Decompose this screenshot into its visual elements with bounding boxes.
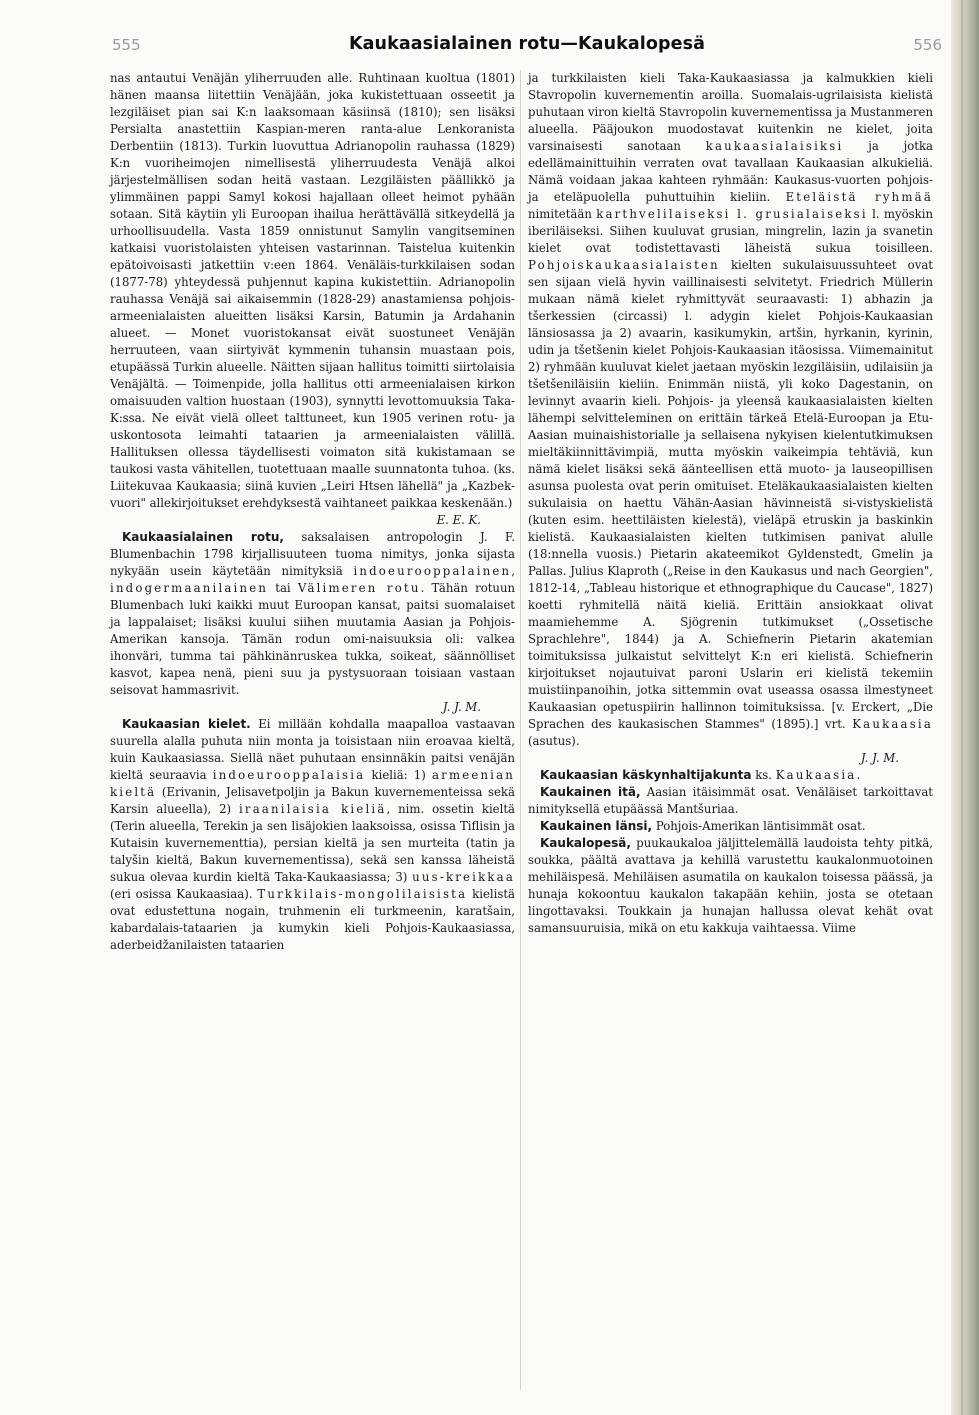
author-signature: J. J. M. [442,700,481,714]
page-edge-shadow [951,0,979,1415]
headword: Kaukainen länsi, [540,819,653,833]
article-kaukainen-lansi: Kaukainen länsi, Pohjois-Amerikan läntisimmät osat. [540,819,866,833]
article-continuation-history: nas antautui Venäjän yliherruuden alle. Ruhtinaan kuoltua (1801) hänen maansa liitettiin Venäjään, joka kukistettuaan osseetit ja lezgiläiset pian sai K:n laaksomaan käsiinsä (1810); sen lisäksi Persialta anastettiin Kaspian-meren ranta-alue Lenkoranista Derbentiin (1813). Turkin luovuttua Adrianopolin rauhassa (1829) K:n vuoriheimojen nimellisestä yliherruudesta Venäjä alkoi järjestelmällisen sodan heitä vastaan. Lezgiläisten päällikkö ja ylimmäinen pappi Samyl kokosi hajallaan olleet heimot pyhään sotaan. Sitä käytiin yli Euroopan ihailua herättävällä sitkeydellä ja urhoollisuudella. Vasta 1859 onnistunut Samylin vangitseminen katkaisi vuoristolaisten yhteisen vastarinnan. Taistelua kuitenkin epätoivoisasti jatkettiin v:een 1864. Venäläis-turkkilaisen sodan (1877-78) yhteydessä puhjennut kapina kukistettiin. Adrianopolin rauhassa Venäjä sai aikaisemmin (1828-29) anastamiensa pohjois-armeenialaisten alueitten lisäksi Karsin, Batumin ja Ardahanin alueet. — Monet vuoristokansat eivät suostuneet Venäjän herruuteen, vaan siirtyivät kymmenin tuhansin muastaan pois, etupäässä Turkin alueelle. Näitten sijaan hallitus toimitti siirtolaisia Venäjältä. — Toimenpide, jolla hallitus otti armeenialaisen kirkon omaisuuden valtion huostaan (1903), synnytti levottomuuksia Taka-K:ssa. Ne eivät vielä olleet talttuneet, kun 1905 verinen rotu- ja uskontosota leimahti tataarien ja armeenialaisten välillä. Hallituksen ollessa täydellisesti voimaton sitä kukistamaan se taukosi vasta vähitellen, tuotettuaan maalle suunnatonta tuhoa. (ks. Liitekuvaa Kaukaasia; siinä kuvien „Leiri Htsen lähellä" ja „Kazbek-vuori" allekirjoitukset erehdyksestä vaihtaneet paikkaa keskenään.) [110,71,515,510]
article-kielet-continuation: ja turkkilaisten kieli Taka-Kaukaasiassa ja kalmukkien kieli Stavropolin kuvernementin aroilla. Suomalais-ugrilaisista kielistä puhutaan viron kieltä Stavropolin kuvernementissa ja Mustanmeren alueella. Pääjoukon muodostavat kuitenkin ne kielet, joita varsinaisesti sanotaan kaukaasialaisiksi ja jotka edellämainittuihin verraten ovat tavallaan Kaukaasian alkukieliä. Nämä voidaan jakaa kahteen ryhmään: Kaukasus-vuorten pohjois- ja eteläpuolella puhuttuihin kieliin. Eteläistä ryhmää nimitetään karthvelilaiseksi l. grusialaiseksi l. myöskin iberiläiseksi. Siihen kuuluvat grusian, mingrelin, lazin ja svanetin kielet ovat todistettavasti läheistä sukua toisilleen. Pohjoiskaukaasialaisten kielten sukulaisuussuhteet ovat sen sijaan vielä hyvin vaillinaisesti selvitetyt. Friedrich Müllerin mukaan nämä kielet ryhmittyvät seuraavasti: 1) abhazin ja tšerkessien (circassi) l. adygin kielet Pohjois-Kaukaasian länsiosassa ja 2) avaarin, kasikumykin, artšin, hyrkanin, kyrinin, udin ja tšetšenin kielet Pohjois-Kaukaasian itäosissa. Viimemainitut 2) ryhmään kuuluvat kielet jaetaan myöskin lezgiläisiin, udilaisiin ja tšetšeniläisiin kieliin. Enimmän niistä, yli koko Dagestanin, on levinnyt avaarin kieli. Pohjois- ja yleensä kaukaasialaisten kielten lähempi selvitteleminen on erittäin tärkeä Etelä-Euroopan ja Etu-Aasian muinaishistorialle ja sellaisena nykyisen kielentutkimuksen mieltäkiinnittävimpiä, mutta myöskin vaikeimpia tehtäviä, kun nämä kielet lisäksi sekä äänteellisen että muoto- ja lauseopillisen asunsa puolesta ovat perin omituiset. Eteläkaukaasialaisten kielten sukulaisia on haettu Vähän-Aasian hävinneistä si-vistyskielistä (kuten esim. heettiläisten kielestä), vieläpä etruskin ja baskinkin kielistä. Kaukaasialaisten kielten tutkimisen panivat alulle (18:nnella vuosis.) Pietarin akateemikot Gyldenstedt, Gmelin ja Pallas. Julius Klaproth („Reise in den Kaukasus und nach Georgien", 1812-14, „Tableau historique et ethnographique du Caucase", 1827) koetti ryhmitellä näitä kieliä. Erittäin ansiokkaat olivat maamiehemme A. Sjögrenin tutkimukset („Ossetische Sprachlehre", 1844) ja A. Schiefnerin Pietarin akatemian toimituksissa julkaistut selvittelyt K:n eri kielistä. Schiefnerin kirjoitukset nojautuivat paroni Uslarin eri kielistä tekemiin muistiinpanoihin, jotka sittemmin ovat useassa osassa ilmestyneet Kaukaasian opetuspiirin hallinnon toimituksissa. [v. Erckert, „Die Sprachen des kaukasischen Stammes" (1895).] vrt. Kaukaasia (asutus). [528,71,933,748]
page-edge-seam [961,0,963,1415]
right-column [528,70,933,937]
article-kaukalopesa: Kaukalopesä, puukaukaloa jäljittelemällä laudoista tehty pitkä, soukka, päältä avattava ja kehillä varustettu kaukalonmuotoinen mehiläispesä. Mehiläisen asumatila on kaukalon toisessa päässä, ja hunaja kokoontuu kaukalon takapään kehiin, josta se otetaan lingottavaksi. Toukkain ja hunajan hallussa olevat kehät ovat samansuuruisia, mikä on etu kakkuja vaihtaessa. Viime [528,836,933,935]
running-title: Kaukaasialainen rotu—Kaukalopesä [348,34,706,54]
headword: Kaukaasialainen rotu, [122,530,284,544]
author-signature: E. E. K. [436,513,481,527]
article-kaukaasialainen-rotu: Kaukaasialainen rotu, saksalaisen antropologin J. F. Blumenbachin 1798 kirjallisuuteen tuoma nimitys, jonka sijasta nykyään usein käytetään nimityksiä indoeurooppalainen, indogermaanilainen tai Välimeren rotu. Tähän rotuun Blumenbach luki kaikki muut Euroopan kansat, paitsi suomalaiset ja lappalaiset; lisäksi kuului siihen muutamia Aasian ja Pohjois-Amerikan kansoja. Tämän rodun omi-naisuuksia oli: valkea ihonväri, tumma tai pähkinänruskea tukka, soikeat, säännölliset kasvot, kapea nenä, pieni suu ja pystysuoraan toisiaan vastaan seisovat hammasrivit. [110,530,516,697]
headword: Kaukalopesä, [540,836,631,850]
headword: Kaukaasian käskynhaltijakunta [540,768,752,782]
column-divider [520,70,521,1390]
headword: Kaukainen itä, [540,785,641,799]
page-number-left: 555 [112,36,141,54]
article-kaskynhaltijakunta: Kaukaasian käskynhaltijakunta ks. Kaukaasia. [540,768,861,782]
article-kaukaasian-kielet: Kaukaasian kielet. Ei millään kohdalla maapalloa vastaavan suurella alalla puhuta niin monta ja toisistaan niin eroavaa kieltä, kuin Kaukaasiassa. Siellä näet puhutaan ensinnäkin paitsi venäjän kieltä seuraavia indoeurooppalaisia kieliä: 1) armeenian kieltä (Erivanin, Jelisavetpoljin ja Bakun kuvernementeissa sekä Karsin alueella), 2) iraanilaisia kieliä, nim. ossetin kieltä (Terin alueella, Terekin ja sen lisäjokien laaksoissa, osissa Tiflisin ja Kutaisin kuvernementtia), persian kieltä ja sen murteita (tatin ja talyšin kieltä, Bakun kuvernementissa), sekä sen kanssa läheistä sukua olevaa kurdin kieltä Taka-Kaukaasiassa; 3) uus-kreikkaa (eri osissa Kaukaasiaa). Turkkilais-mongolilaisista kielistä ovat edustettuna nogain, truhmenin eli turkmeenin, karatšain, kabardalais-tataarien ja kumykin kieli Pohjois-Kaukaasiassa, aderbeidžanilaisten tataarien [110,717,516,952]
running-header [112,34,942,60]
article-kaukainen-ita: Kaukainen itä, Aasian itäisimmät osat. Venäläiset tarkoittavat nimityksellä etupäässä Mantšuriaa. [528,785,933,816]
left-column [110,70,515,954]
headword: Kaukaasian kielet. [122,717,251,731]
author-signature: J. J. M. [860,751,899,765]
page-number-right: 556 [913,36,942,54]
